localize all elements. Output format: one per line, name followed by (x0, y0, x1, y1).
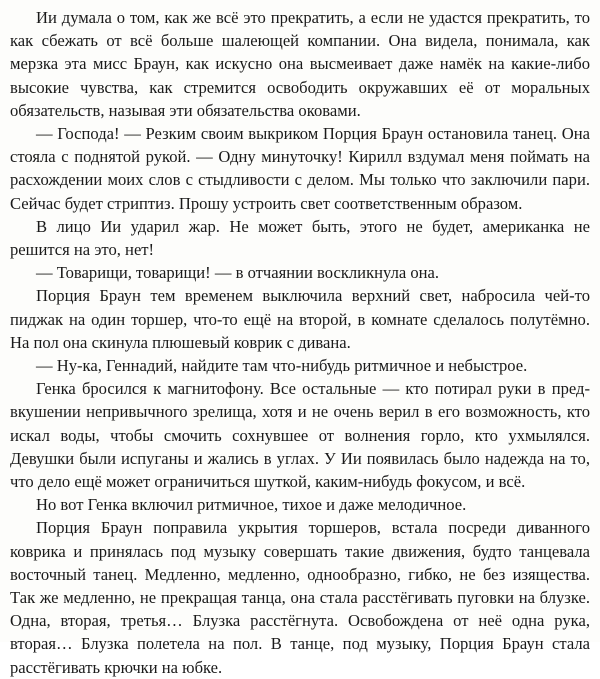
paragraph: Порция Браун поправила укрытия торшеров, встала посреди диванного коврика и принялась под музыку совершать такие движения, будто танцевала восточный танец. Медленно, медленно, однообразно, гибко, не без изящества. Так же медленно, не прекращая танца, она стала расстёгивать пуговки на блузке. Одна, вторая, третья… Блузка расстёгнута. Освобождена от неё одна рука, вторая… Блузка полетела на пол. В танце, под музыку, Порция Браун стала расстёгивать крючки на юбке. (10, 518, 590, 677)
paragraph: Порция Браун тем временем выключила верхний свет, набросила чей-то пиджак на один торшер, что-то ещё на второй, в комнате сделалось полутёмно. На пол она скинула плюшевый коврик с дивана. (10, 286, 590, 352)
paragraph: Ии думала о том, как же всё это прекратить, а если не удастся прекратить, то как сбежать от всё больше шалеющей компании. Она видела, понимала, как мерзка эта мисс Браун, как искусно она высмеивает даже намёк на какие-либо высокие чувства, как стремится освободить окружавших её от моральных обязательств, называя эти обязательства оковами. (10, 8, 590, 120)
paragraph: Но вот Генка включил ритмичное, тихое и даже мелодичное. (36, 495, 467, 515)
paragraph: — Товарищи, товарищи! — в отчаянии воскликнула она. (36, 263, 440, 283)
paragraph: Генка бросился к магнитофону. Все остальные — кто потирал руки в предвкушении непривычного зрелища, хотя и не очень верил в его возможность, кто искал воды, чтобы смочить сохнувшее от волнения горло, кто ухмылялся. Девушки были испуганы и жались в углах. У Ии появилась было надежда на то, что дело ещё может ограничиться шуткой, каким-нибудь фокусом, и всё. (10, 379, 590, 492)
paragraph: — Ну-ка, Геннадий, найдите там что-нибудь ритмичное и небыстрое. (36, 356, 528, 376)
paragraph: — Господа! — Резким своим выкриком Порция Браун остановила танец. Она стояла с поднятой рукой. — Одну минуточку! Кирилл вздумал меня поймать на расхождении моих слов с стыдливости с делом. Мы только что заключили пари. Сейчас будет стриптиз. Прошу устроить свет соответственным образом. (10, 124, 590, 213)
paragraph: В лицо Ии ударил жар. Не может быть, этого не будет, американка не решится на это, нет! (10, 216, 590, 260)
